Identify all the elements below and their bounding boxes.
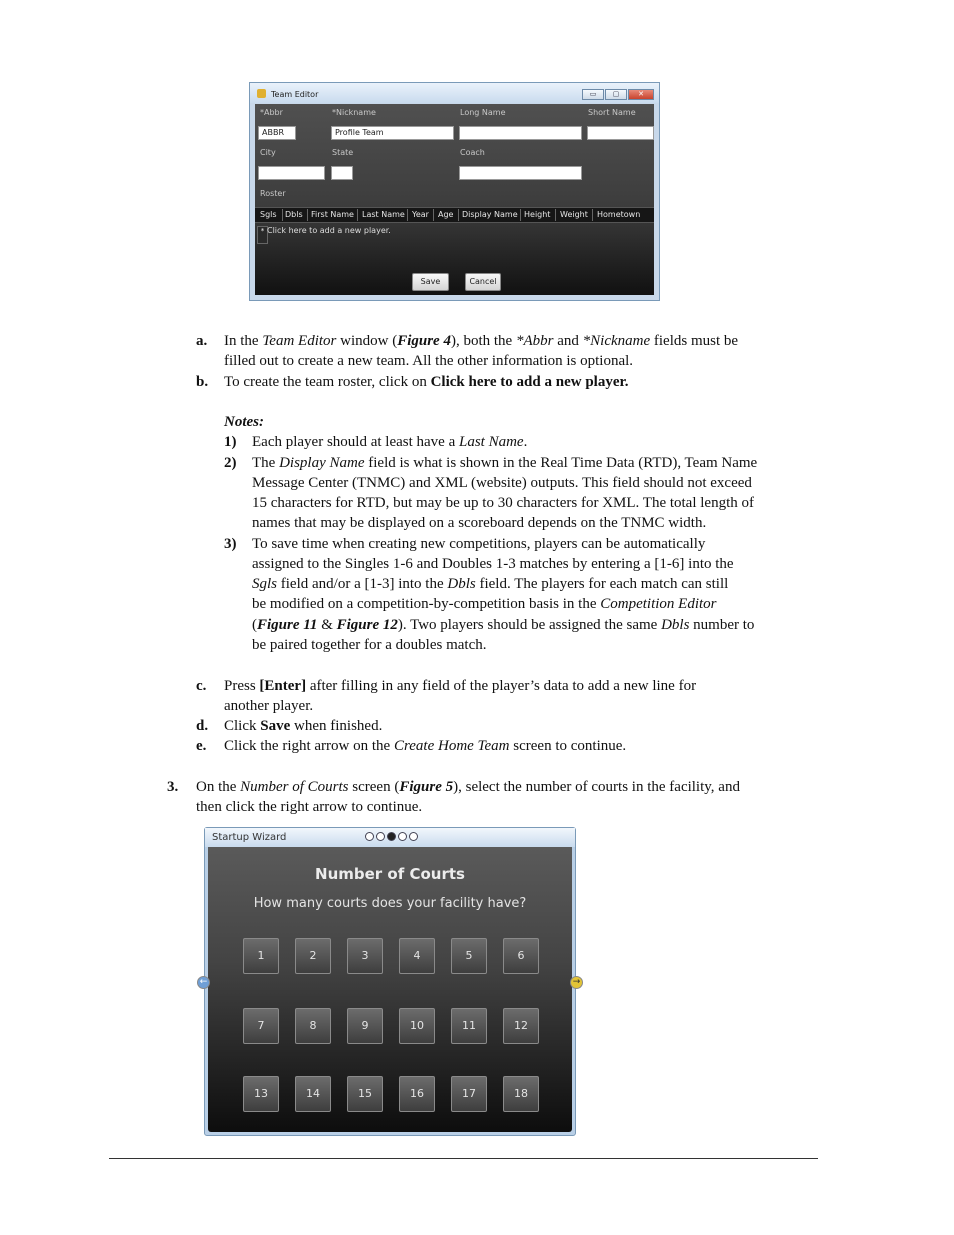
court-button-4[interactable]: 4 — [399, 938, 435, 974]
step-c-line1: Press [Enter] after filling in any field of the player’s data to add a new line for — [224, 678, 697, 694]
step-dot-1 — [365, 832, 374, 841]
court-button-14[interactable]: 14 — [295, 1076, 331, 1112]
step-dot-4 — [398, 832, 407, 841]
long-name-label: Long Name — [460, 108, 506, 117]
abbr-field[interactable]: ABBR — [258, 126, 296, 140]
step-a-marker: a. — [196, 333, 208, 349]
note-2-marker: 2) — [224, 455, 237, 471]
short-name-field[interactable] — [587, 126, 654, 140]
step-c-marker: c. — [196, 678, 207, 694]
step-3-line2: then click the right arrow to continue. — [196, 799, 423, 815]
col-first-name[interactable]: First Name — [311, 210, 354, 219]
roster-label: Roster — [260, 189, 286, 198]
step-e-line1: Click the right arrow on the Create Home Team screen to continue. — [224, 738, 627, 754]
step-dot-2 — [376, 832, 385, 841]
note-3-line4: be modified on a competition-by-competition basis in the Competition Editor — [252, 596, 717, 612]
footer-rule — [109, 1158, 818, 1159]
court-button-11[interactable]: 11 — [451, 1008, 487, 1044]
state-label: State — [332, 148, 354, 157]
step-dot-5 — [409, 832, 418, 841]
col-dbls[interactable]: Dbls — [285, 210, 303, 219]
court-button-8[interactable]: 8 — [295, 1008, 331, 1044]
title-bar — [250, 83, 659, 103]
maximize-button[interactable]: ▢ — [605, 89, 627, 100]
court-button-9[interactable]: 9 — [347, 1008, 383, 1044]
note-2-line3: 15 characters for RTD, but may be up to 30 characters for XML. The total length of — [252, 495, 754, 511]
court-button-15[interactable]: 15 — [347, 1076, 383, 1112]
court-button-6[interactable]: 6 — [503, 938, 539, 974]
step-a-line2: filled out to create a new team. All the other information is optional. — [224, 353, 634, 369]
step-b-line1: To create the team roster, click on Click here to add a new player. — [224, 374, 629, 390]
close-button[interactable]: ✕ — [628, 89, 654, 100]
city-field[interactable] — [258, 166, 325, 180]
coach-field[interactable] — [459, 166, 582, 180]
wizard-heading: Number of Courts — [315, 865, 465, 883]
minimize-button[interactable]: ▭ — [582, 89, 604, 100]
back-arrow-icon[interactable]: ← — [197, 976, 210, 989]
short-name-label: Short Name — [588, 108, 636, 117]
note-3-marker: 3) — [224, 536, 237, 552]
col-display-name[interactable]: Display Name — [462, 210, 518, 219]
notes-heading: Notes: — [224, 414, 264, 430]
court-button-12[interactable]: 12 — [503, 1008, 539, 1044]
note-1-line1: Each player should at least have a Last Name. — [252, 434, 528, 450]
roster-grid-header — [255, 207, 654, 223]
note-1-marker: 1) — [224, 434, 237, 450]
add-player-row[interactable]: Click here to add a new player. — [267, 226, 391, 235]
court-button-3[interactable]: 3 — [347, 938, 383, 974]
coach-label: Coach — [460, 148, 485, 157]
step-d-marker: d. — [196, 718, 209, 734]
note-3-line3: Sgls field and/or a [1-3] into the Dbls field. The players for each match can still — [252, 576, 729, 592]
startup-wizard-window — [204, 827, 576, 1136]
city-label: City — [260, 148, 276, 157]
step-indicator — [365, 832, 420, 841]
court-button-2[interactable]: 2 — [295, 938, 331, 974]
app-icon — [257, 89, 266, 98]
step-a-line1: In the Team Editor window (Figure 4), both the *Abbr and *Nickname fields must be — [224, 333, 739, 349]
step-3-line1: On the Number of Courts screen (Figure 5), select the number of courts in the facility, and — [196, 779, 740, 795]
window-title: Team Editor — [271, 90, 319, 99]
court-button-18[interactable]: 18 — [503, 1076, 539, 1112]
col-year[interactable]: Year — [412, 210, 429, 219]
court-button-17[interactable]: 17 — [451, 1076, 487, 1112]
nickname-field[interactable]: Profile Team — [331, 126, 454, 140]
cancel-button[interactable]: Cancel — [465, 273, 501, 291]
state-field[interactable] — [331, 166, 353, 180]
note-3-line6: be paired together for a doubles match. — [252, 637, 487, 653]
wizard-question: How many courts does your facility have? — [253, 896, 527, 911]
editor-body — [255, 104, 654, 295]
court-button-1[interactable]: 1 — [243, 938, 279, 974]
wizard-title-bar — [205, 828, 575, 847]
nickname-label: *Nickname — [332, 108, 376, 117]
new-row-marker: * — [257, 226, 268, 244]
step-b-marker: b. — [196, 374, 209, 390]
col-height[interactable]: Height — [524, 210, 551, 219]
step-3-marker: 3. — [167, 779, 179, 795]
court-button-10[interactable]: 10 — [399, 1008, 435, 1044]
col-age[interactable]: Age — [438, 210, 454, 219]
save-button[interactable]: Save — [412, 273, 449, 291]
col-hometown[interactable]: Hometown — [597, 210, 641, 219]
step-c-line2: another player. — [224, 698, 314, 714]
note-3-line1: To save time when creating new competitions, players can be automatically — [252, 536, 706, 552]
col-sgls[interactable]: Sgls — [260, 210, 277, 219]
court-button-5[interactable]: 5 — [451, 938, 487, 974]
note-2-line2: Message Center (TNMC) and XML (website) outputs. This field should not exceed — [252, 475, 752, 491]
court-button-16[interactable]: 16 — [399, 1076, 435, 1112]
step-e-marker: e. — [196, 738, 207, 754]
note-3-line5: (Figure 11 & Figure 12). Two players should be assigned the same Dbls number to — [252, 617, 755, 633]
note-3-line2: assigned to the Singles 1-6 and Doubles 1-3 matches by entering a [1-6] into the — [252, 556, 734, 572]
note-2-line1: The Display Name field is what is shown in the Real Time Data (RTD), Team Name — [252, 455, 758, 471]
team-editor-window — [249, 82, 660, 301]
col-last-name[interactable]: Last Name — [362, 210, 405, 219]
long-name-field[interactable] — [459, 126, 582, 140]
next-arrow-icon[interactable]: → — [570, 976, 583, 989]
wizard-title: Startup Wizard — [212, 832, 287, 843]
col-weight[interactable]: Weight — [560, 210, 588, 219]
court-button-7[interactable]: 7 — [243, 1008, 279, 1044]
note-2-line4: names that may be displayed on a scoreboard depends on the TNMC width. — [252, 515, 707, 531]
court-button-13[interactable]: 13 — [243, 1076, 279, 1112]
abbr-label: *Abbr — [260, 108, 283, 117]
step-dot-3 — [387, 832, 396, 841]
step-d-line1: Click Save when finished. — [224, 718, 383, 734]
wizard-body — [208, 847, 572, 1132]
